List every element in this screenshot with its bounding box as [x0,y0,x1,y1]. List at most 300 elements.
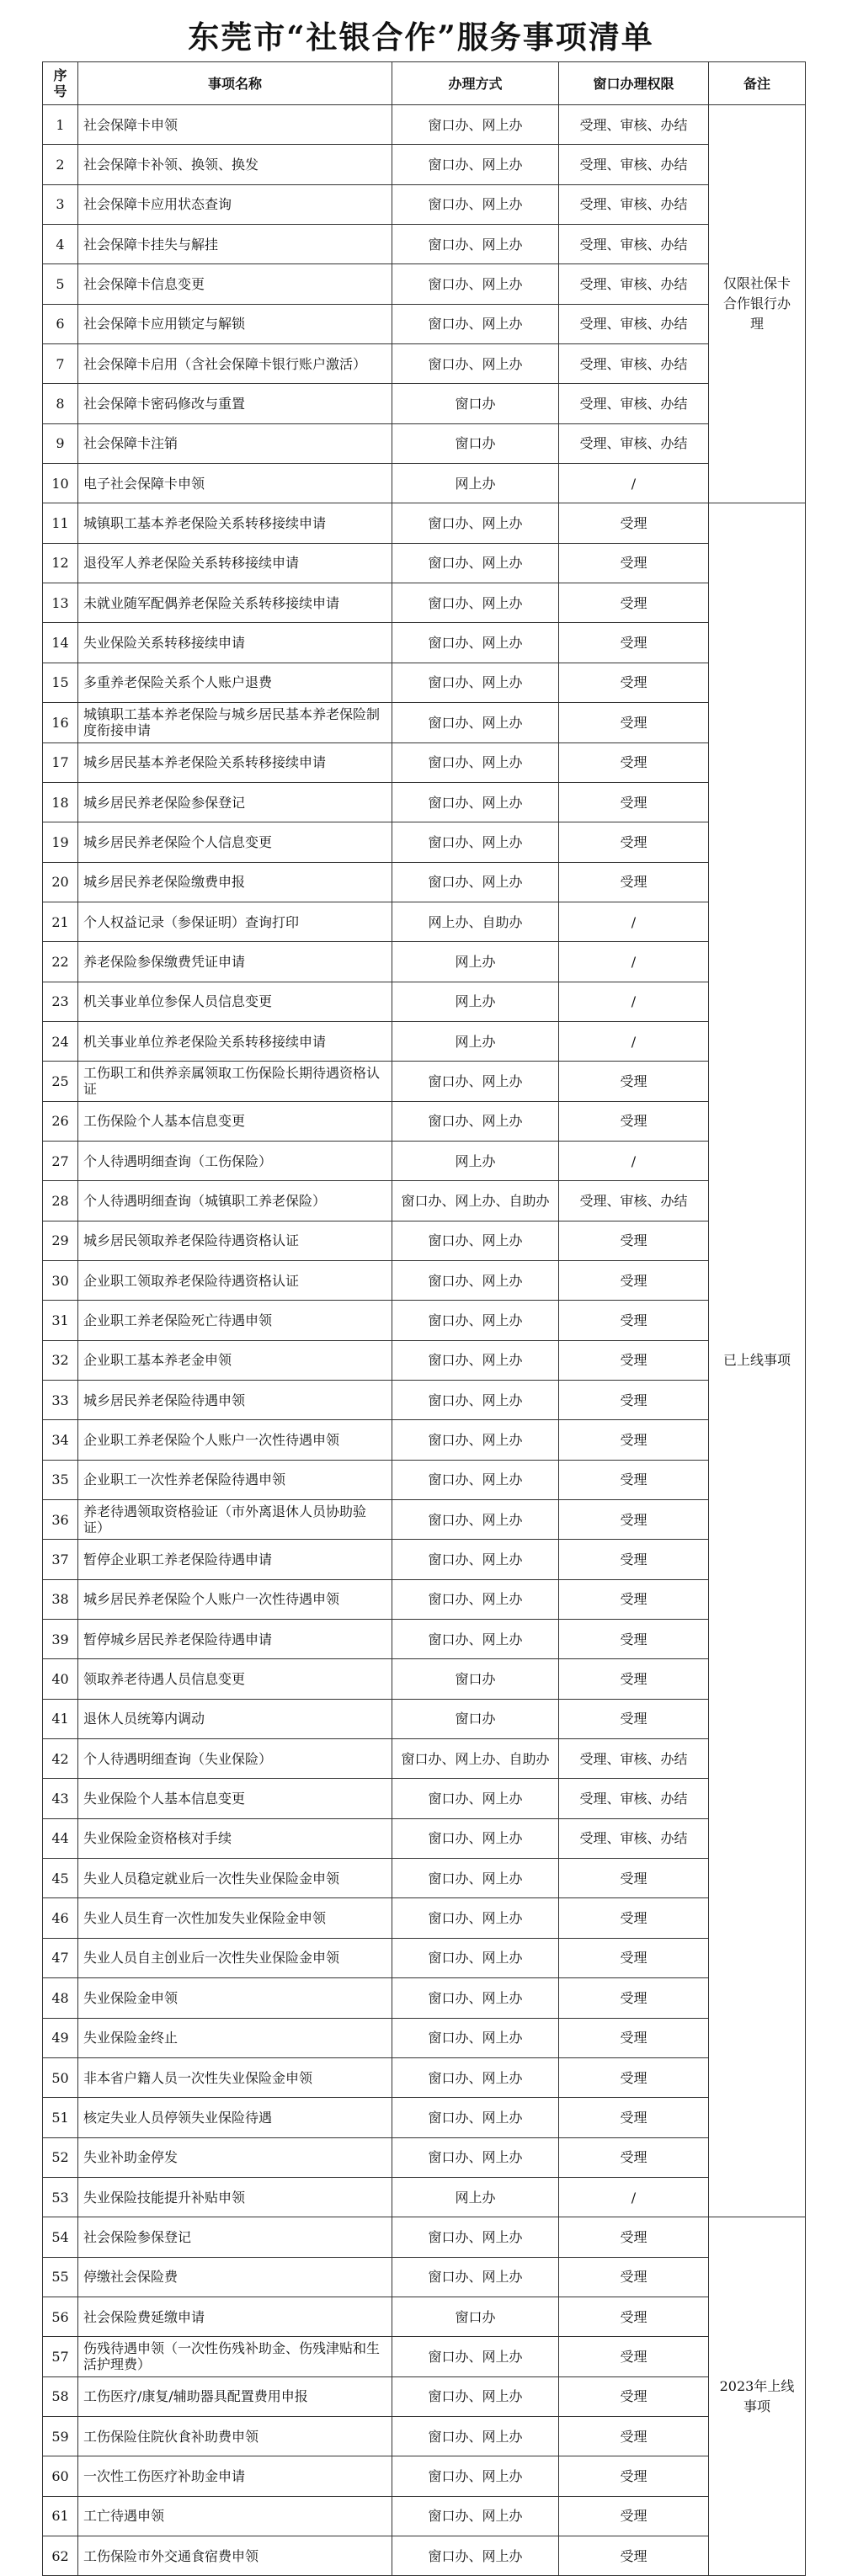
handling-method: 窗口办、网上办 [392,1260,559,1300]
row-number: 4 [43,225,78,264]
window-authority: 受理、审核、办结 [559,225,709,264]
handling-method: 窗口办、网上办 [392,703,559,742]
table-row [43,782,806,822]
row-number: 55 [43,2257,78,2297]
table-row [43,105,806,145]
handling-method: 窗口办、网上办 [392,2456,559,2496]
window-authority: 受理 [559,1540,709,1579]
handling-method: 窗口办、网上办 [392,2337,559,2376]
handling-method: 窗口办、网上办 [392,623,559,663]
row-number: 48 [43,1978,78,2018]
item-name: 机关事业单位养老保险关系转移接续申请 [78,1021,392,1061]
handling-method: 窗口办、网上办 [392,1859,559,1898]
handling-method: 窗口办 [392,2297,559,2336]
item-name: 工伤职工和供养亲属领取工伤保险长期待遇资格认证 [78,1062,392,1101]
table-row [43,1340,806,1380]
window-authority: 受理、审核、办结 [559,384,709,423]
item-name: 社会保障卡密码修改与重置 [78,384,392,423]
handling-method: 网上办、自助办 [392,902,559,941]
item-name: 失业人员稳定就业后一次性失业保险金申领 [78,1859,392,1898]
row-number: 12 [43,543,78,583]
handling-method: 窗口办、网上办 [392,2098,559,2137]
item-name: 社会保障卡申领 [78,105,392,145]
window-authority: 受理 [559,2297,709,2336]
row-number: 5 [43,264,78,304]
row-number: 28 [43,1181,78,1221]
window-authority: 受理、审核、办结 [559,1181,709,1221]
item-name: 养老待遇领取资格验证（市外离退休人员协助验证） [78,1500,392,1540]
item-name: 工伤医疗/康复/辅助器具配置费用申报 [78,2376,392,2416]
window-authority: 受理 [559,1420,709,1460]
item-name: 企业职工养老保险个人账户一次性待遇申领 [78,1420,392,1460]
row-number: 20 [43,862,78,902]
handling-method: 网上办 [392,2177,559,2217]
handling-method: 窗口办 [392,1699,559,1738]
table-row [43,2018,806,2057]
table-row [43,1898,806,1938]
table-row [43,2098,806,2137]
row-number: 35 [43,1460,78,1499]
table-row [43,2297,806,2336]
handling-method: 窗口办、网上办 [392,105,559,145]
table-row [43,2217,806,2257]
row-number: 40 [43,1659,78,1699]
table-row [43,2057,806,2097]
table-row [43,862,806,902]
page-title: 东莞市“社银合作”服务事项清单 [188,19,654,56]
window-authority: 受理、审核、办结 [559,264,709,304]
window-authority: 受理、审核、办结 [559,344,709,384]
window-authority: 受理、审核、办结 [559,145,709,184]
table-row [43,1859,806,1898]
row-number: 22 [43,942,78,982]
handling-method: 窗口办、网上办、自助办 [392,1739,559,1779]
row-number: 53 [43,2177,78,2217]
window-authority: 受理 [559,1500,709,1540]
remark-cell: 仅限社保卡合作银行办理 [709,105,806,503]
handling-method: 窗口办、网上办 [392,264,559,304]
window-authority: 受理 [559,1938,709,1977]
item-name: 社会保障卡启用（含社会保障卡银行账户激活） [78,344,392,384]
item-name: 企业职工养老保险死亡待遇申领 [78,1301,392,1340]
item-name: 社会保障卡应用状态查询 [78,184,392,224]
item-name: 企业职工领取养老保险待遇资格认证 [78,1260,392,1300]
item-name: 社会保障卡信息变更 [78,264,392,304]
item-name: 个人权益记录（参保证明）查询打印 [78,902,392,941]
item-name: 社会保险费延缴申请 [78,2297,392,2336]
window-authority: 受理 [559,623,709,663]
item-name: 工亡待遇申领 [78,2496,392,2536]
item-name: 失业补助金停发 [78,2137,392,2177]
handling-method: 窗口办、网上办 [392,1978,559,2018]
window-authority: 受理 [559,2018,709,2057]
item-name: 失业保险金申领 [78,1978,392,2018]
item-name: 个人待遇明细查询（城镇职工养老保险） [78,1181,392,1221]
handling-method: 窗口办、网上办 [392,1500,559,1540]
table-row [43,703,806,742]
row-number: 44 [43,1818,78,1858]
handling-method: 窗口办、网上办 [392,1938,559,1977]
window-authority: 受理 [559,583,709,623]
window-authority: 受理 [559,1659,709,1699]
row-number: 37 [43,1540,78,1579]
row-number: 60 [43,2456,78,2496]
table-row [43,2337,806,2376]
handling-method: 网上办 [392,942,559,982]
window-authority: 受理 [559,1381,709,1420]
window-authority: 受理 [559,1978,709,2018]
row-number: 58 [43,2376,78,2416]
table-row [43,1978,806,2018]
window-authority: / [559,902,709,941]
window-authority: 受理、审核、办结 [559,184,709,224]
row-number: 50 [43,2057,78,2097]
window-authority: 受理 [559,1062,709,1101]
window-authority: 受理 [559,1699,709,1738]
handling-method: 窗口办、网上办 [392,2416,559,2456]
window-authority: / [559,1021,709,1061]
item-name: 个人待遇明细查询（工伤保险） [78,1141,392,1180]
item-name: 城乡居民领取养老保险待遇资格认证 [78,1221,392,1260]
window-authority: 受理 [559,543,709,583]
window-authority: / [559,2177,709,2217]
item-name: 城乡居民养老保险待遇申领 [78,1381,392,1420]
window-authority: 受理 [559,2496,709,2536]
table-row [43,1818,806,1858]
item-name: 城镇职工基本养老保险关系转移接续申请 [78,503,392,543]
handling-method: 窗口办、网上办 [392,1381,559,1420]
item-name: 社会保障卡挂失与解挂 [78,225,392,264]
service-table [42,61,806,2576]
row-number: 7 [43,344,78,384]
window-authority: 受理 [559,1221,709,1260]
window-authority: 受理 [559,742,709,782]
table-row [43,2416,806,2456]
window-authority: / [559,464,709,503]
table-row [43,2376,806,2416]
row-number: 18 [43,782,78,822]
handling-method: 窗口办、网上办 [392,1460,559,1499]
row-number: 41 [43,1699,78,1738]
window-authority: 受理 [559,1898,709,1938]
item-name: 城乡居民基本养老保险关系转移接续申请 [78,742,392,782]
row-number: 57 [43,2337,78,2376]
row-number: 59 [43,2416,78,2456]
table-body [43,105,806,2576]
item-name: 暂停城乡居民养老保险待遇申请 [78,1620,392,1659]
table-row [43,902,806,941]
handling-method: 窗口办、网上办 [392,1898,559,1938]
item-name: 城乡居民养老保险个人账户一次性待遇申领 [78,1579,392,1619]
item-name: 失业人员自主创业后一次性失业保险金申领 [78,1938,392,1977]
table-row [43,1540,806,1579]
table-row [43,2257,806,2297]
item-name: 城镇职工基本养老保险与城乡居民基本养老保险制度衔接申请 [78,703,392,742]
row-number: 54 [43,2217,78,2257]
handling-method: 窗口办、网上办 [392,1818,559,1858]
table-row [43,2137,806,2177]
window-authority: 受理 [559,2536,709,2575]
row-number: 36 [43,1500,78,1540]
row-number: 26 [43,1101,78,1141]
item-name: 失业保险技能提升补贴申领 [78,2177,392,2217]
row-number: 47 [43,1938,78,1977]
item-name: 伤残待遇申领（一次性伤残补助金、伤残津贴和生活护理费） [78,2337,392,2376]
header-method: 办理方式 [392,62,559,105]
table-row [43,1739,806,1779]
table-row [43,1620,806,1659]
handling-method: 网上办 [392,1021,559,1061]
window-authority: 受理 [559,1460,709,1499]
table-row [43,982,806,1021]
row-number: 43 [43,1779,78,1818]
handling-method: 窗口办、网上办 [392,2057,559,2097]
row-number: 3 [43,184,78,224]
item-name: 工伤保险住院伙食补助费申领 [78,2416,392,2456]
handling-method: 窗口办、网上办 [392,1579,559,1619]
item-name: 工伤保险个人基本信息变更 [78,1101,392,1141]
row-number: 62 [43,2536,78,2575]
item-name: 退役军人养老保险关系转移接续申请 [78,543,392,583]
table-row [43,1221,806,1260]
row-number: 32 [43,1340,78,1380]
item-name: 城乡居民养老保险缴费申报 [78,862,392,902]
window-authority: 受理 [559,1301,709,1340]
handling-method: 窗口办、网上办 [392,304,559,343]
item-name: 养老保险参保缴费凭证申请 [78,942,392,982]
handling-method: 窗口办、网上办 [392,663,559,702]
row-number: 25 [43,1062,78,1101]
handling-method: 窗口办、网上办 [392,145,559,184]
item-name: 城乡居民养老保险参保登记 [78,782,392,822]
row-number: 45 [43,1859,78,1898]
item-name: 领取养老待遇人员信息变更 [78,1659,392,1699]
handling-method: 窗口办 [392,1659,559,1699]
row-number: 2 [43,145,78,184]
row-number: 38 [43,1579,78,1619]
handling-method: 窗口办、网上办 [392,742,559,782]
table-row [43,1381,806,1420]
row-number: 29 [43,1221,78,1260]
window-authority: 受理 [559,703,709,742]
table-row [43,1779,806,1818]
table-row [43,1699,806,1738]
item-name: 暂停企业职工养老保险待遇申请 [78,1540,392,1579]
window-authority: 受理 [559,1859,709,1898]
window-authority: 受理 [559,2257,709,2297]
handling-method: 窗口办、网上办 [392,2018,559,2057]
window-authority: 受理、审核、办结 [559,105,709,145]
handling-method: 窗口办、网上办 [392,184,559,224]
row-number: 6 [43,304,78,343]
item-name: 失业保险关系转移接续申请 [78,623,392,663]
row-number: 10 [43,464,78,503]
handling-method: 窗口办、网上办 [392,2137,559,2177]
item-name: 社会保障卡补领、换领、换发 [78,145,392,184]
item-name: 未就业随军配偶养老保险关系转移接续申请 [78,583,392,623]
handling-method: 窗口办、网上办 [392,344,559,384]
table-row [43,503,806,543]
table-row [43,184,806,224]
window-authority: 受理、审核、办结 [559,304,709,343]
row-number: 42 [43,1739,78,1779]
table-row [43,1141,806,1180]
item-name: 失业保险金终止 [78,2018,392,2057]
handling-method: 窗口办、网上办 [392,782,559,822]
item-name: 电子社会保障卡申领 [78,464,392,503]
window-authority: 受理 [559,1340,709,1380]
table-row [43,225,806,264]
table-row [43,1181,806,1221]
handling-method: 窗口办、网上办 [392,2257,559,2297]
window-authority: 受理 [559,663,709,702]
header-remark: 备注 [709,62,806,105]
window-authority: 受理 [559,862,709,902]
row-number: 24 [43,1021,78,1061]
window-authority: 受理 [559,1620,709,1659]
window-authority: / [559,942,709,982]
handling-method: 窗口办、网上办 [392,822,559,862]
row-number: 33 [43,1381,78,1420]
item-name: 机关事业单位参保人员信息变更 [78,982,392,1021]
window-authority: 受理 [559,2217,709,2257]
window-authority: 受理、审核、办结 [559,423,709,463]
header-auth: 窗口办理权限 [559,62,709,105]
table-row [43,543,806,583]
table-row [43,583,806,623]
row-number: 1 [43,105,78,145]
handling-method: 窗口办、网上办 [392,1420,559,1460]
handling-method: 窗口办、网上办 [392,2217,559,2257]
handling-method: 窗口办 [392,423,559,463]
row-number: 17 [43,742,78,782]
item-name: 城乡居民养老保险个人信息变更 [78,822,392,862]
window-authority: 受理 [559,503,709,543]
table-row [43,264,806,304]
row-number: 34 [43,1420,78,1460]
handling-method: 窗口办、网上办 [392,1779,559,1818]
handling-method: 窗口办、网上办 [392,1620,559,1659]
item-name: 失业保险个人基本信息变更 [78,1779,392,1818]
remark-cell: 2023年上线事项 [709,2217,806,2576]
table-row [43,2496,806,2536]
row-number: 52 [43,2137,78,2177]
table-row [43,304,806,343]
window-authority: / [559,982,709,1021]
handling-method: 窗口办、网上办 [392,2376,559,2416]
handling-method: 窗口办、网上办 [392,1062,559,1101]
handling-method: 网上办 [392,464,559,503]
handling-method: 窗口办、网上办、自助办 [392,1181,559,1221]
row-number: 19 [43,822,78,862]
header-no: 序号 [43,62,78,105]
item-name: 核定失业人员停领失业保险待遇 [78,2098,392,2137]
handling-method: 窗口办、网上办 [392,503,559,543]
row-number: 56 [43,2297,78,2336]
row-number: 13 [43,583,78,623]
row-number: 51 [43,2098,78,2137]
window-authority: 受理 [559,2337,709,2376]
handling-method: 窗口办、网上办 [392,2536,559,2575]
handling-method: 窗口办、网上办 [392,2496,559,2536]
handling-method: 窗口办、网上办 [392,225,559,264]
table-row [43,464,806,503]
item-name: 失业人员生育一次性加发失业保险金申领 [78,1898,392,1938]
window-authority: 受理 [559,1260,709,1300]
handling-method: 窗口办、网上办 [392,1221,559,1260]
item-name: 多重养老保险关系个人账户退费 [78,663,392,702]
window-authority: 受理 [559,822,709,862]
item-name: 社会保障卡注销 [78,423,392,463]
row-number: 14 [43,623,78,663]
window-authority: 受理 [559,782,709,822]
table-header-row [43,62,806,105]
row-number: 39 [43,1620,78,1659]
remark-cell: 已上线事项 [709,503,806,2217]
handling-method: 窗口办、网上办 [392,1340,559,1380]
header-name: 事项名称 [78,62,392,105]
item-name: 个人待遇明细查询（失业保险） [78,1739,392,1779]
table-row [43,1021,806,1061]
table-row [43,1500,806,1540]
item-name: 工伤保险市外交通食宿费申领 [78,2536,392,2575]
row-number: 61 [43,2496,78,2536]
table-row [43,1260,806,1300]
row-number: 9 [43,423,78,463]
table-row [43,1460,806,1499]
item-name: 企业职工基本养老金申领 [78,1340,392,1380]
row-number: 15 [43,663,78,702]
table-row [43,623,806,663]
table-row [43,1101,806,1141]
handling-method: 窗口办 [392,384,559,423]
row-number: 31 [43,1301,78,1340]
table-row [43,942,806,982]
handling-method: 网上办 [392,1141,559,1180]
window-authority: 受理 [559,1101,709,1141]
item-name: 停缴社会保险费 [78,2257,392,2297]
table-row [43,2536,806,2575]
table-row [43,1420,806,1460]
window-authority: 受理 [559,2416,709,2456]
handling-method: 窗口办、网上办 [392,1101,559,1141]
item-name: 社会保险参保登记 [78,2217,392,2257]
table-row [43,2456,806,2496]
window-authority: / [559,1141,709,1180]
handling-method: 窗口办、网上办 [392,1301,559,1340]
item-name: 失业保险金资格核对手续 [78,1818,392,1858]
window-authority: 受理 [559,2098,709,2137]
table-row [43,1938,806,1977]
row-number: 23 [43,982,78,1021]
handling-method: 窗口办、网上办 [392,862,559,902]
window-authority: 受理 [559,1579,709,1619]
table-row [43,1062,806,1101]
table-row [43,663,806,702]
row-number: 21 [43,902,78,941]
row-number: 49 [43,2018,78,2057]
table-row [43,384,806,423]
handling-method: 窗口办、网上办 [392,1540,559,1579]
item-name: 非本省户籍人员一次性失业保险金申领 [78,2057,392,2097]
row-number: 16 [43,703,78,742]
table-row [43,1579,806,1619]
window-authority: 受理、审核、办结 [559,1779,709,1818]
row-number: 8 [43,384,78,423]
window-authority: 受理 [559,2057,709,2097]
handling-method: 网上办 [392,982,559,1021]
table-row [43,742,806,782]
